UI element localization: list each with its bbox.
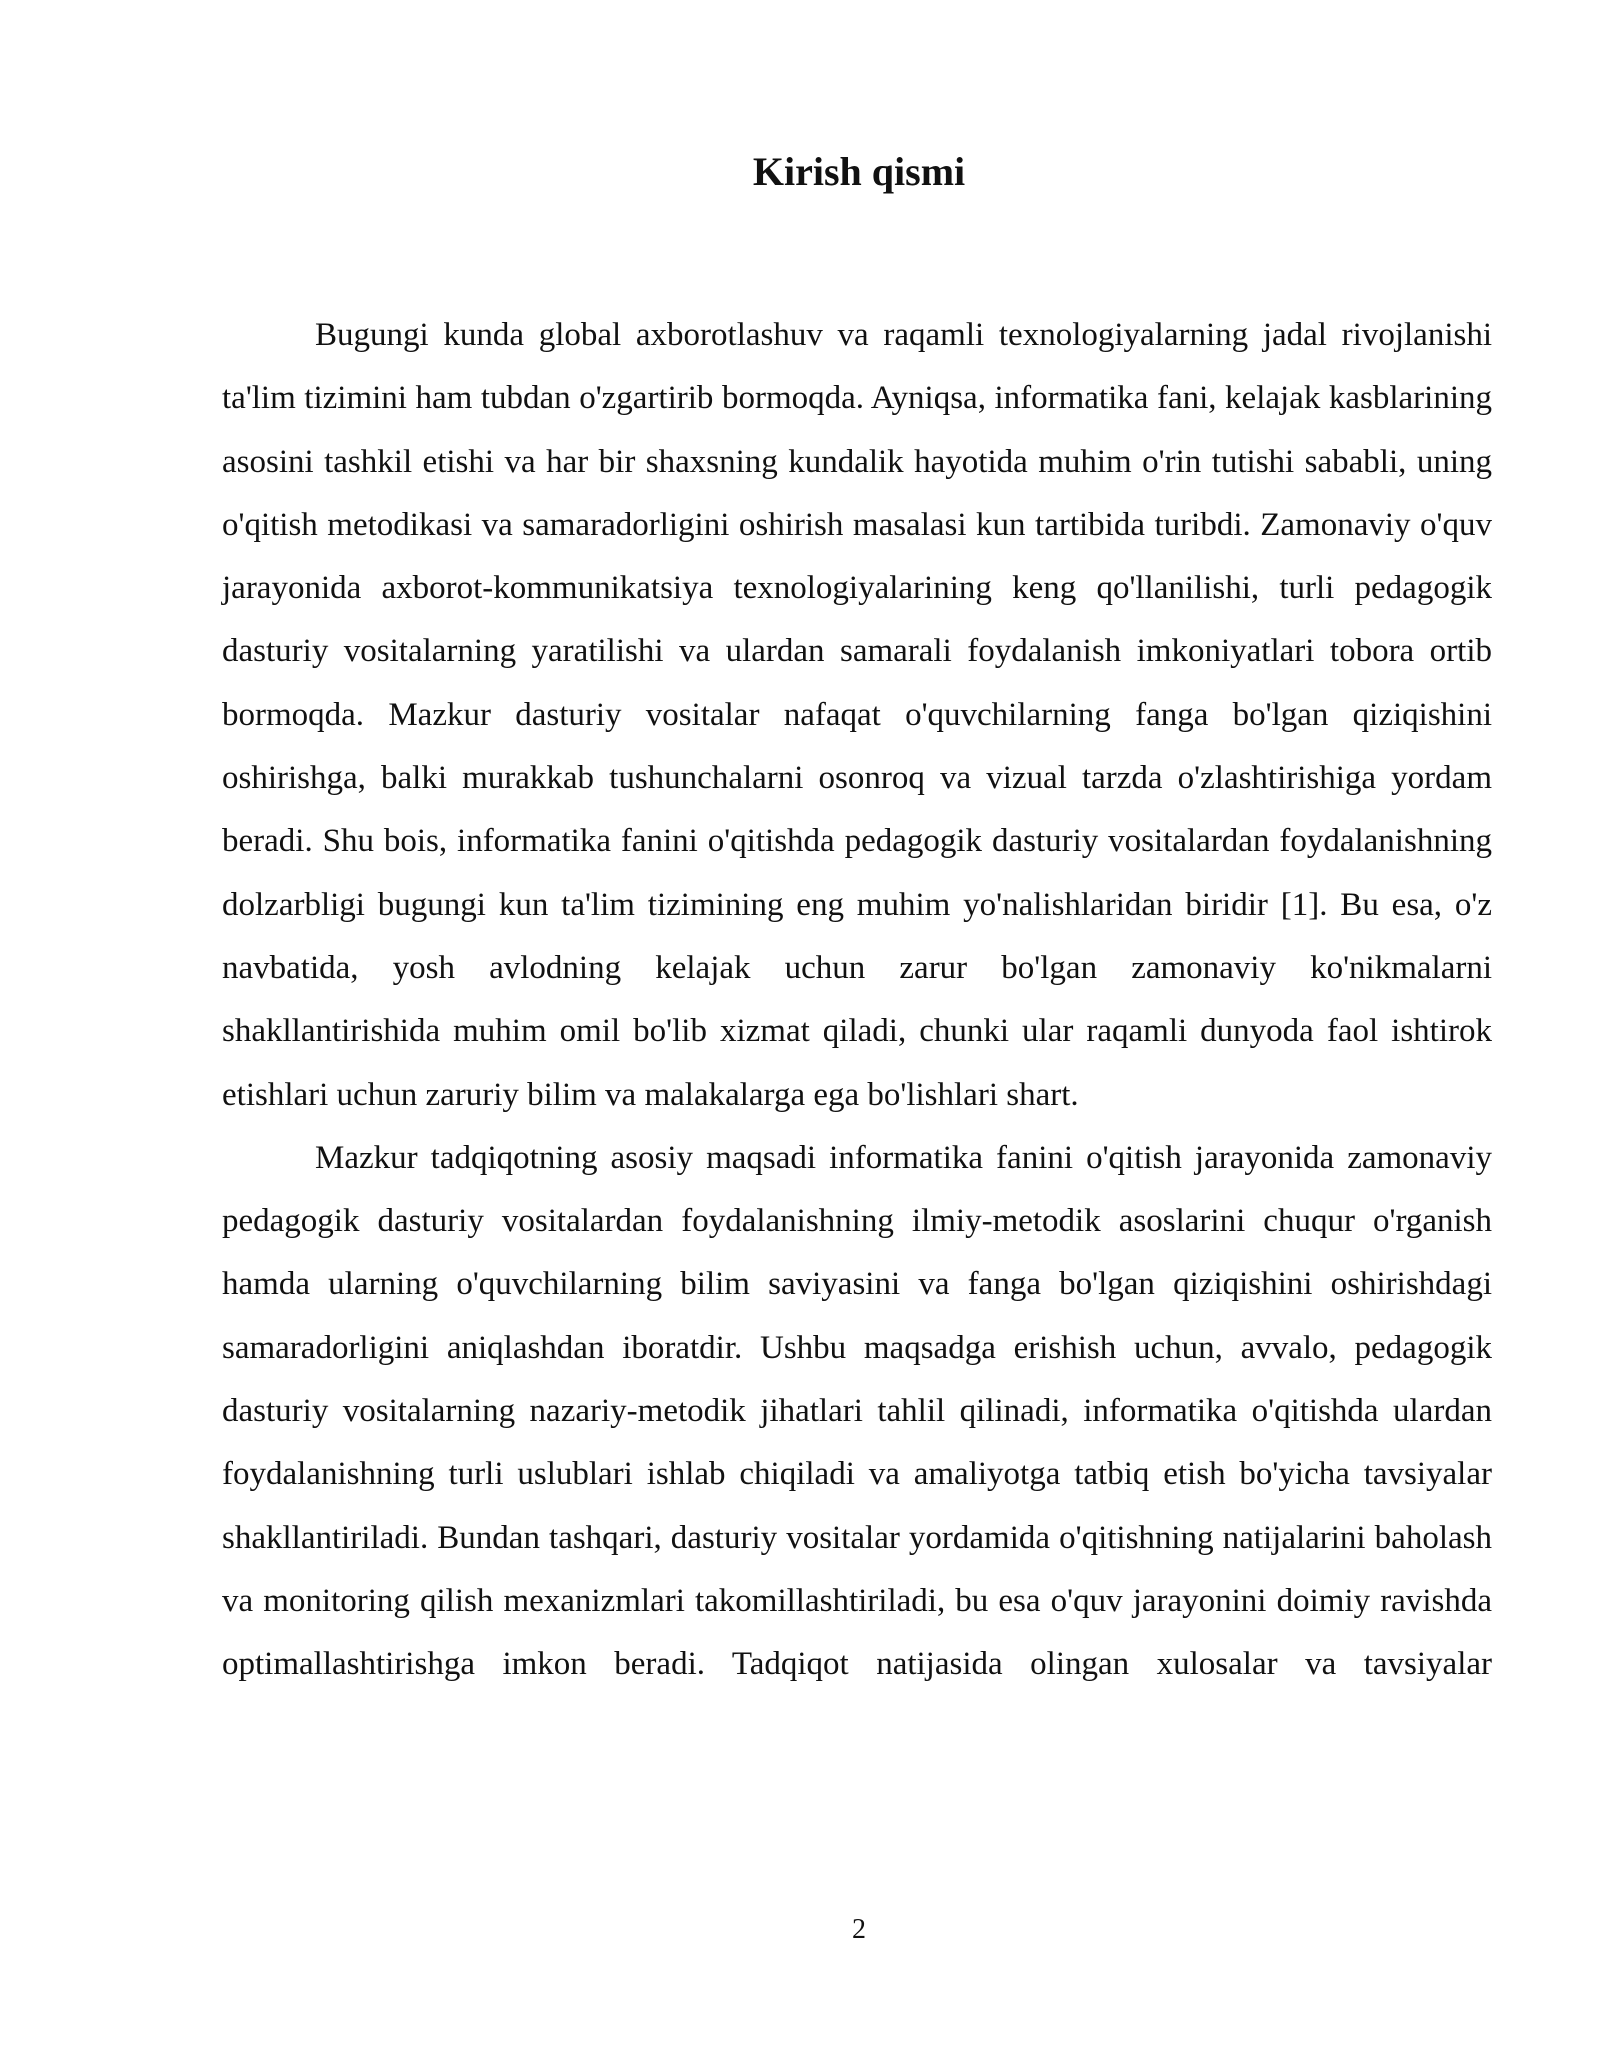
- paragraph-2: Mazkur tadqiqotning asosiy maqsadi informatika fanini o'qitish jarayonida zamonaviy pedagogik dasturiy vositalardan foydalanishning ilmiy-metodik asoslarini chuqur o'rganish hamda ularning o'quvchilarning bilim saviyasini va fanga bo'lgan qiziqishini oshirishdagi samaradorligini aniqlashdan iboratdir. Ushbu maqsadga erishish uchun, avvalo, pedagogik dasturiy vositalarning nazariy-metodik jihatlari tahlil qilinadi, informatika o'qitishda ulardan foydalanishning turli uslublari ishlab chiqiladi va amaliyotga tatbiq etish bo'yicha tavsiyalar shakllantiriladi. Bundan tashqari, dasturiy vositalar yordamida o'qitishning natijalarini baholash va monitoring qilish mexanizmlari takomillashtiriladi, bu esa o'quv jarayonini doimiy ravishda optimallashtirishga imkon beradi. Tadqiqot natijasida olingan xulosalar va tavsiyalar: [222, 1139, 1492, 1683]
- page-title: Kirish qismi: [752, 149, 966, 194]
- page-number: 2: [852, 1914, 866, 1945]
- paragraph-1: Bugungi kunda global axborotlashuv va raqamli texnologiyalarning jadal rivojlanishi ta'lim tizimini ham tubdan o'zgartirib bormoqda. Ayniqsa, informatika fani, kelajak kasblarining asosini tashkil etishi va har bir shaxsning kundalik hayotida muhim o'rin tutishi sababli, uning o'qitish metodikasi va samaradorligini oshirish masalasi kun tartibida turibdi. Zamonaviy o'quv jarayonida axborot-kommunikatsiya texnologiyalarining keng qo'llanilishi, turli pedagogik dasturiy vositalarning yaratilishi va ulardan samarali foydalanish imkoniyatlari tobora ortib bormoqda. Mazkur dasturiy vositalar nafaqat o'quvchilarning fanga bo'lgan qiziqishini oshirishga, balki murakkab tushunchalarni osonroq va vizual tarzda o'zlashtirishiga yordam beradi. Shu bois, informatika fanini o'qitishda pedagogik dasturiy vositalardan foydalanishning dolzarbligi bugungi kun ta'lim tizimining eng muhim yo'nalishlaridan biridir [1]. Bu esa, o'z navbatida, yosh avlodning kelajak uchun zarur bo'lgan zamonaviy ko'nikmalarni shakllantirishida muhim omil bo'lib xizmat qiladi, chunki ular raqamli dunyoda faol ishtirok etishlari uchun zaruriy bilim va malakalarga ega bo'lishlari shart.: [222, 317, 1492, 1113]
- body-text: [222, 304, 1492, 1697]
